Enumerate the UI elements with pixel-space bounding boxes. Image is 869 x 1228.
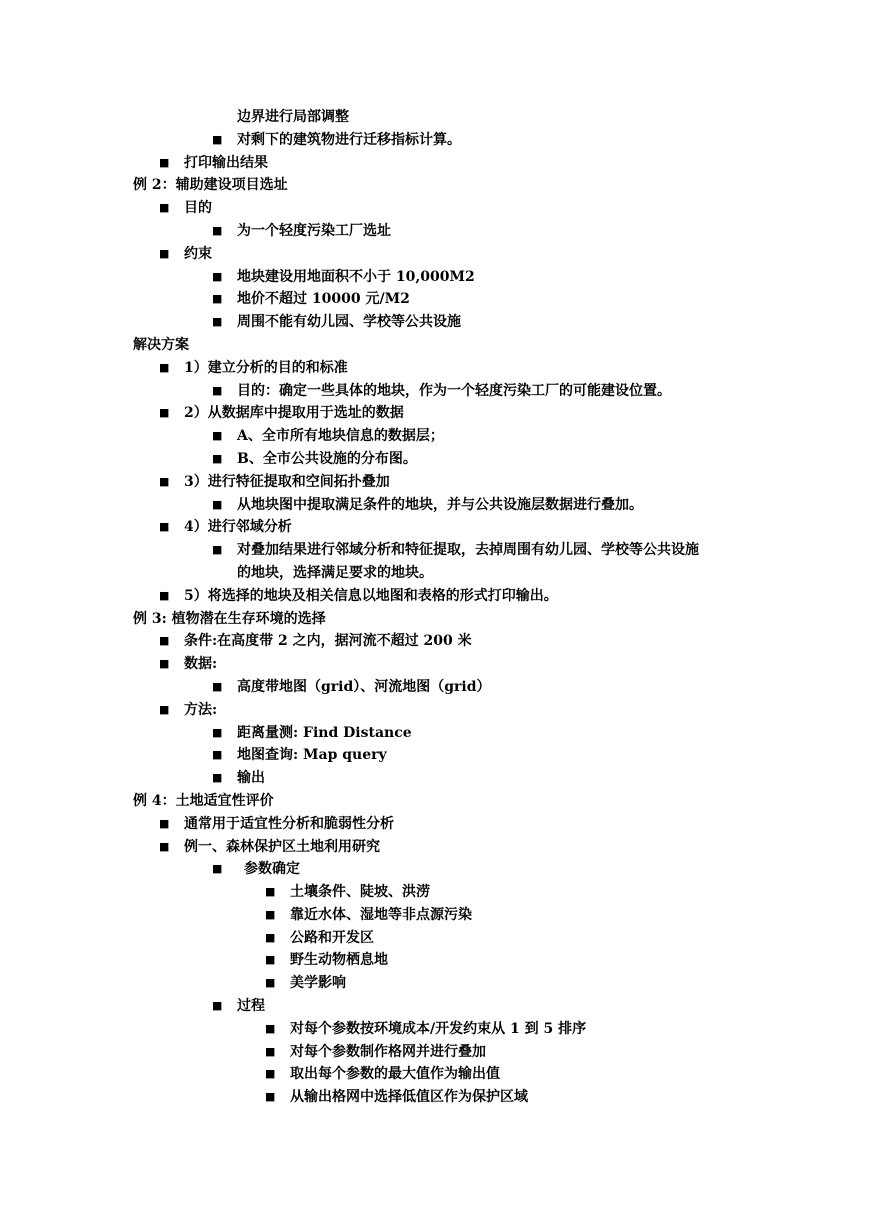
square-bullet-icon: ■ <box>212 999 223 1013</box>
square-bullet-icon: ■ <box>212 862 223 876</box>
list-item <box>0 585 869 608</box>
line-text: 通常用于适宜性分析和脆弱性分析 <box>184 815 394 832</box>
line-text: A、全市所有地块信息的数据层； <box>237 428 444 445</box>
line-text: B、全市公共设施的分布图。 <box>237 450 417 467</box>
line-text: 1）建立分析的目的和标准 <box>184 359 348 376</box>
line-text: 例一、森林保护区土地利用研究 <box>184 838 380 855</box>
line-text: 对每个参数制作格网并进行叠加 <box>290 1043 486 1060</box>
line-text: 4）进行邻域分析 <box>184 519 292 536</box>
square-bullet-icon: ■ <box>159 360 170 374</box>
line-text: 高度带地图（grid）、河流地图（grid） <box>237 678 491 695</box>
square-bullet-icon: ■ <box>212 748 223 762</box>
list-item <box>0 858 869 881</box>
list-item <box>0 220 869 243</box>
list-item <box>0 676 869 699</box>
square-bullet-icon: ■ <box>265 885 276 899</box>
square-bullet-icon: ■ <box>212 679 223 693</box>
line-text: 打印输出结果 <box>184 154 268 171</box>
square-bullet-icon: ■ <box>159 702 170 716</box>
square-bullet-icon: ■ <box>265 930 276 944</box>
line-text: 条件:在高度带 2 之内，据河流不超过 200 米 <box>184 633 472 650</box>
line-text: 地图查询: Map query <box>237 747 387 764</box>
square-bullet-icon: ■ <box>159 634 170 648</box>
list-item <box>0 266 869 289</box>
list-item <box>0 836 869 859</box>
list-item <box>0 380 869 403</box>
square-bullet-icon: ■ <box>212 771 223 785</box>
line-text: 5）将选择的地块及相关信息以地图和表格的形式打印输出。 <box>184 587 558 604</box>
line-text: 解决方案 <box>133 336 189 353</box>
line-text: 例 2：辅助建设项目选址 <box>133 177 288 194</box>
line-text: 地价不超过 10000 元/M2 <box>237 291 410 308</box>
line-text: 对剩下的建筑物进行迁移指标计算。 <box>237 131 461 148</box>
list-item <box>0 311 869 334</box>
line-text: 距离量测: Find Distance <box>237 724 412 741</box>
list-item <box>0 197 869 220</box>
list-item <box>0 767 869 790</box>
list-item <box>0 904 869 927</box>
document-page <box>0 106 869 1109</box>
square-bullet-icon: ■ <box>159 155 170 169</box>
line-text: 取出每个参数的最大值作为输出值 <box>290 1066 500 1083</box>
list-item <box>0 288 869 311</box>
square-bullet-icon: ■ <box>265 1021 276 1035</box>
list-item <box>0 152 869 175</box>
list-item <box>0 539 869 562</box>
section-heading <box>0 174 869 197</box>
list-item <box>0 653 869 676</box>
line-text: 边界进行局部调整 <box>237 109 349 125</box>
section-heading <box>0 790 869 813</box>
list-item <box>0 357 869 380</box>
square-bullet-icon: ■ <box>265 953 276 967</box>
list-item <box>0 243 869 266</box>
square-bullet-icon: ■ <box>159 588 170 602</box>
line-text: 目的：确定一些具体的地块，作为一个轻度污染工厂的可能建设位置。 <box>237 382 671 399</box>
line-text: 数据: <box>184 656 218 673</box>
list-item <box>0 494 869 517</box>
list-item <box>0 630 869 653</box>
list-item <box>0 1086 869 1109</box>
line-text: 从地块图中提取满足条件的地块，并与公共设施层数据进行叠加。 <box>237 496 643 513</box>
square-bullet-icon: ■ <box>212 497 223 511</box>
square-bullet-icon: ■ <box>159 839 170 853</box>
line-text: 例 4：土地适宜性评价 <box>133 792 274 809</box>
list-item <box>0 744 869 767</box>
square-bullet-icon: ■ <box>212 269 223 283</box>
line-text: 方法: <box>184 701 218 718</box>
list-item <box>0 699 869 722</box>
line-text: 从输出格网中选择低值区作为保护区域 <box>290 1089 528 1106</box>
line-text: 公路和开发区 <box>290 929 374 946</box>
line-text: 的地块，选择满足要求的地块。 <box>237 564 433 581</box>
list-item <box>0 995 869 1018</box>
line-text: 靠近水体、湿地等非点源污染 <box>290 906 472 923</box>
line-text: 地块建设用地面积不小于 10,000M2 <box>237 268 475 285</box>
square-bullet-icon: ■ <box>265 907 276 921</box>
square-bullet-icon: ■ <box>212 451 223 465</box>
square-bullet-icon: ■ <box>159 520 170 534</box>
list-item <box>0 106 869 129</box>
square-bullet-icon: ■ <box>159 816 170 830</box>
square-bullet-icon: ■ <box>265 1067 276 1081</box>
section-heading <box>0 608 869 631</box>
list-item <box>0 722 869 745</box>
square-bullet-icon: ■ <box>212 315 223 329</box>
list-item <box>0 881 869 904</box>
line-text: 周围不能有幼儿园、学校等公共设施 <box>237 314 461 331</box>
square-bullet-icon: ■ <box>212 223 223 237</box>
list-item <box>0 129 869 152</box>
square-bullet-icon: ■ <box>265 1044 276 1058</box>
square-bullet-icon: ■ <box>212 132 223 146</box>
line-text: 输出 <box>237 770 265 787</box>
list-item <box>0 562 869 585</box>
square-bullet-icon: ■ <box>212 543 223 557</box>
line-text: 过程 <box>237 998 265 1015</box>
section-heading <box>0 334 869 357</box>
square-bullet-icon: ■ <box>159 246 170 260</box>
line-text: 野生动物栖息地 <box>290 952 388 969</box>
line-text: 2）从数据库中提取用于选址的数据 <box>184 405 404 422</box>
line-text: 土壤条件、陡坡、洪涝 <box>290 884 430 901</box>
line-text: 对每个参数按环境成本/开发约束从 1 到 5 排序 <box>290 1020 587 1037</box>
line-text: 约束 <box>184 245 212 262</box>
list-item <box>0 1041 869 1064</box>
list-item <box>0 402 869 425</box>
list-item <box>0 1063 869 1086</box>
square-bullet-icon: ■ <box>212 725 223 739</box>
list-item <box>0 972 869 995</box>
square-bullet-icon: ■ <box>159 201 170 215</box>
square-bullet-icon: ■ <box>265 976 276 990</box>
square-bullet-icon: ■ <box>212 429 223 443</box>
list-item <box>0 425 869 448</box>
square-bullet-icon: ■ <box>212 383 223 397</box>
square-bullet-icon: ■ <box>159 657 170 671</box>
list-item <box>0 949 869 972</box>
line-text: 目的 <box>184 200 212 217</box>
list-item <box>0 516 869 539</box>
square-bullet-icon: ■ <box>212 292 223 306</box>
line-text: 参数确定 <box>244 861 300 878</box>
line-text: 对叠加结果进行邻域分析和特征提取，去掉周围有幼儿园、学校等公共设施 <box>237 542 699 559</box>
line-text: 例 3: 植物潜在生存环境的选择 <box>133 610 326 627</box>
list-item <box>0 927 869 950</box>
list-item <box>0 471 869 494</box>
list-item <box>0 1018 869 1041</box>
list-item <box>0 813 869 836</box>
line-text: 美学影响 <box>290 975 346 992</box>
square-bullet-icon: ■ <box>159 406 170 420</box>
line-text: 为一个轻度污染工厂选址 <box>237 222 391 239</box>
square-bullet-icon: ■ <box>265 1090 276 1104</box>
line-text: 3）进行特征提取和空间拓扑叠加 <box>184 473 390 490</box>
list-item <box>0 448 869 471</box>
square-bullet-icon: ■ <box>159 474 170 488</box>
